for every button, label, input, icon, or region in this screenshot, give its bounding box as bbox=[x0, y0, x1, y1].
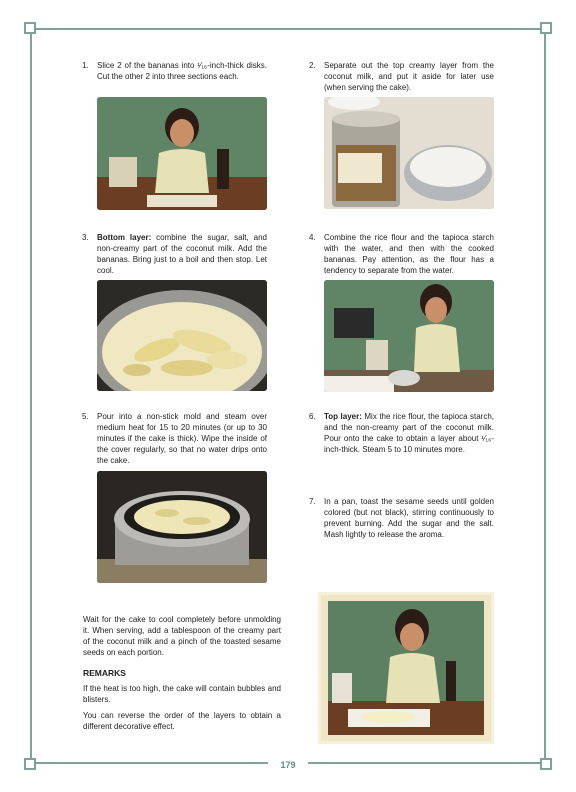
closing-paragraph: Wait for the cake to cool completely before unmolding it. When serving, add a tablespoon of the creamy part of the coconut milk and a pinch of the toasted sesame seeds on each portion. bbox=[83, 615, 281, 657]
step-number: 1. bbox=[82, 61, 89, 70]
photo-girl-cutting-cake bbox=[328, 601, 484, 735]
step-number: 2. bbox=[309, 61, 316, 70]
step-text: Combine the rice flour and the tapioca starch with the water, and then with the cooked bananas. Pay attention, as the flour has a tendency to separate from the water. bbox=[324, 233, 494, 275]
photo-girl-slicing-bananas bbox=[97, 97, 267, 210]
border-corner-ornament bbox=[24, 758, 36, 770]
step-6 bbox=[309, 411, 495, 455]
step-2 bbox=[309, 60, 494, 93]
step-title: Top layer: bbox=[324, 412, 362, 421]
step-number: 7. bbox=[309, 497, 316, 506]
page-number: 179 bbox=[280, 760, 296, 770]
step-4 bbox=[309, 232, 494, 276]
remarks-paragraph-1: If the heat is too high, the cake will contain bubbles and blisters. bbox=[83, 684, 281, 704]
border-corner-ornament bbox=[24, 22, 36, 34]
page-number-tab bbox=[268, 755, 308, 771]
step-text: In a pan, toast the sesame seeds until golden colored (but not black), stirring continuously to prevent burning. Add the sugar and the salt. Mash lightly to release the aroma. bbox=[324, 497, 494, 539]
remarks-heading: REMARKS bbox=[83, 668, 126, 678]
photo-bananas-in-pot bbox=[97, 280, 267, 391]
border-corner-ornament bbox=[540, 22, 552, 34]
step-number: 6. bbox=[309, 412, 316, 421]
step-number: 5. bbox=[82, 412, 89, 421]
step-3 bbox=[82, 232, 268, 276]
step-5 bbox=[82, 411, 267, 466]
step-text: combine the sugar, salt, and non-creamy part of the coconut milk. Add the bananas. Bring just to a boil and then stop. Let cool. bbox=[97, 233, 268, 275]
photo-coconut-milk-can-and-bowl bbox=[324, 97, 494, 209]
photo-girl-mixing-flour bbox=[324, 280, 494, 392]
step-title: Bottom layer: bbox=[97, 233, 152, 242]
photo-cake-in-steamer bbox=[97, 471, 267, 583]
step-number: 4. bbox=[309, 233, 316, 242]
remarks-paragraph-2: You can reverse the order of the layers to obtain a different decorative effect. bbox=[83, 711, 281, 731]
step-1 bbox=[82, 60, 267, 82]
stamp-photo-frame bbox=[318, 592, 494, 744]
step-7 bbox=[309, 496, 494, 540]
step-text: Mix the rice flour, the tapioca starch, and the non-creamy part of the coconut milk. Pour onto the cake to obtain a layer about ¹⁄₁₆-inch-thick. Steam 5 to 10 minutes more. bbox=[324, 412, 495, 454]
step-number: 3. bbox=[82, 233, 89, 242]
border-corner-ornament bbox=[540, 758, 552, 770]
step-text: Separate out the top creamy layer from the coconut milk, and put it aside for later use (when serving the cake). bbox=[324, 61, 494, 92]
step-text: Slice 2 of the bananas into ¹⁄₁₆-inch-thick disks. Cut the other 2 into three sections each. bbox=[97, 61, 267, 81]
step-text: Pour into a non-stick mold and steam over medium heat for 15 to 20 minutes (or up to 30 minutes if the cake is thick). Wipe the inside of the cover regularly, so that no water drips onto the cake. bbox=[97, 412, 267, 465]
